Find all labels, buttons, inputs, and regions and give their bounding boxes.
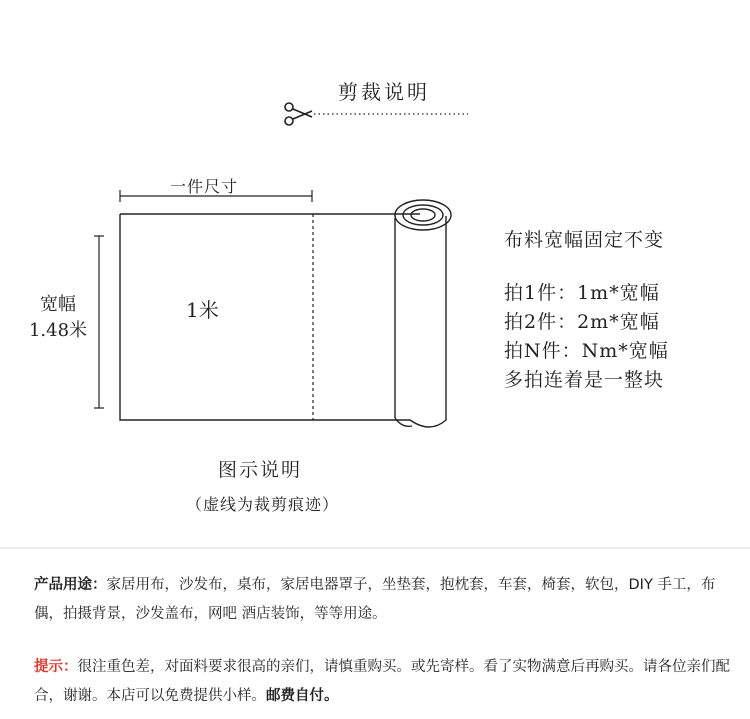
tip-paragraph [34, 653, 734, 711]
order-rule-n: 拍N件：Nm*宽幅 [504, 340, 669, 362]
scissors-icon [285, 103, 312, 125]
usage-key: 产品用途： [34, 577, 107, 593]
usage-text: 家居用布，沙发布，桌布，家居电器罩子，坐垫套，抱枕套，车套，椅套，软包，DIY 手工，布偶，拍摄背景，沙发盖布，网吧 酒店装饰，等等用途。 [34, 577, 716, 622]
fabric-roll [395, 200, 451, 426]
piece-size-label: 一件尺寸 [170, 177, 239, 196]
tip-key: 提示： [34, 659, 78, 675]
cut-instruction-title: 剪裁说明 [338, 80, 430, 104]
figure-subtitle: （虚线为裁剪痕迹） [186, 495, 340, 514]
width-label [28, 292, 88, 344]
width-value: 1.48米 [28, 320, 88, 341]
width-info-block [504, 225, 669, 395]
tip-text: 很注重色差，对面料要求很高的亲们，请慎重购买。或先寄样。看了实物满意后再购买。请各位亲们配合，谢谢。本店可以免费提供小样。 [34, 659, 730, 704]
order-rule-1: 拍1件：1m*宽幅 [504, 282, 660, 304]
figure-title: 图示说明 [218, 459, 303, 481]
usage-paragraph [34, 571, 734, 629]
width-fixed-heading: 布料宽幅固定不变 [504, 229, 665, 251]
one-meter-label: 1米 [186, 298, 219, 322]
order-rule-2: 拍2件：2m*宽幅 [504, 311, 660, 333]
width-label-text: 宽幅 [40, 294, 76, 315]
fabric-sheet [120, 214, 446, 427]
section-divider [0, 547, 750, 549]
tip-postage: 邮费自付。 [266, 688, 339, 704]
notes-section [34, 571, 734, 711]
order-rule-continuous: 多拍连着是一整块 [504, 369, 665, 391]
